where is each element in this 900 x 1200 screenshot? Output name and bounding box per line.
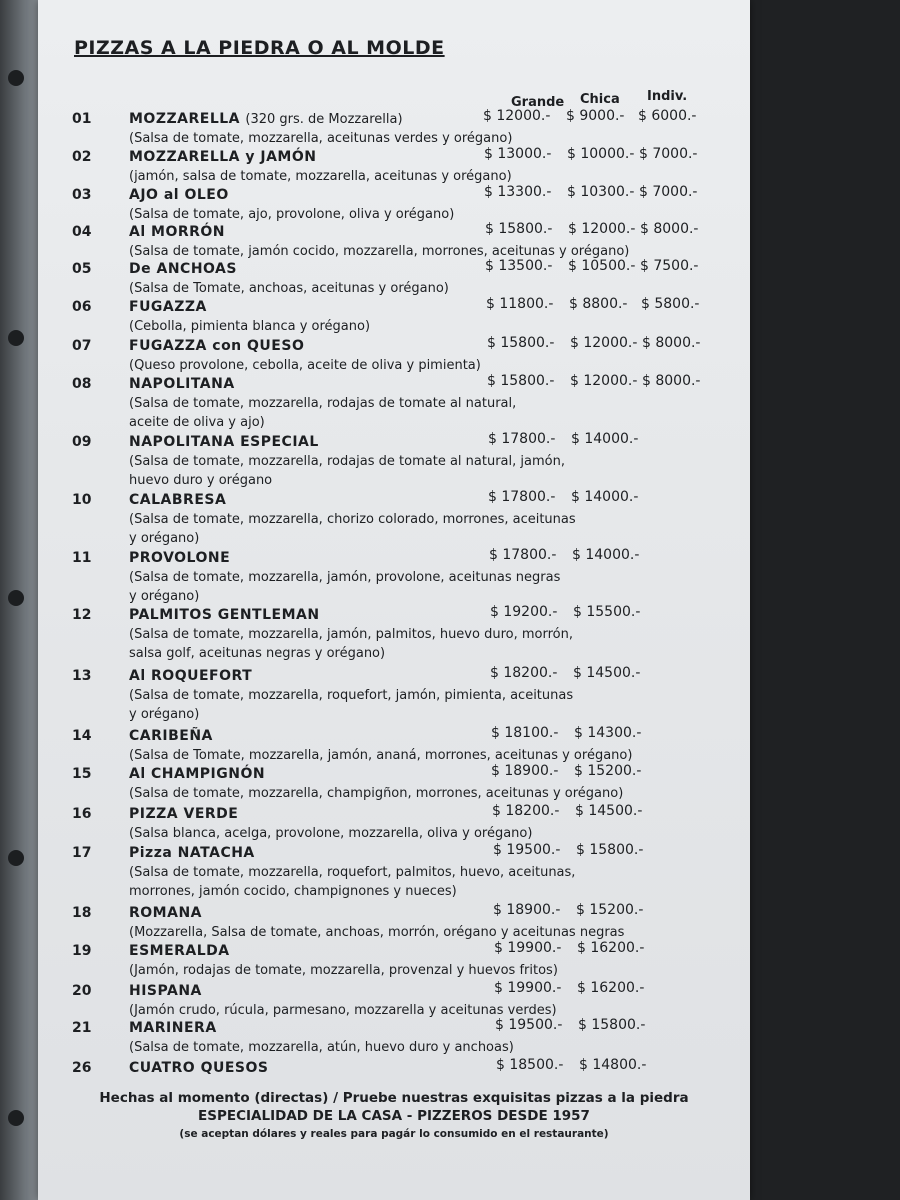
price-chica: $ 12000.-	[570, 335, 638, 351]
item-number: 02	[72, 149, 92, 165]
item-name-line	[129, 766, 265, 782]
item-name-line	[129, 1020, 217, 1036]
item-name-line	[129, 905, 202, 921]
menu-title: PIZZAS A LA PIEDRA O AL MOLDE	[74, 37, 445, 59]
item-description: morrones, jamón cocido, champignones y nueces)	[129, 884, 457, 899]
item-name: MARINERA	[129, 1020, 217, 1036]
price-chica: $ 10300.-	[567, 184, 635, 200]
price-chica: $ 12000.-	[570, 373, 638, 389]
price-indiv: $ 7000.-	[639, 184, 698, 200]
price-grande: $ 17800.-	[489, 547, 557, 563]
item-name: Al ROQUEFORT	[129, 668, 253, 684]
item-description: y orégano)	[129, 531, 200, 546]
item-name: Pizza NATACHA	[129, 845, 255, 861]
binder-ring	[8, 1110, 24, 1126]
item-number: 09	[72, 434, 92, 450]
binder-ring	[8, 330, 24, 346]
price-indiv: $ 8000.-	[642, 335, 701, 351]
header-grande: Grande	[511, 95, 565, 110]
item-name: CALABRESA	[129, 492, 227, 508]
item-name-line	[129, 376, 235, 392]
item-name: PIZZA VERDE	[129, 806, 239, 822]
item-description: (Cebolla, pimienta blanca y orégano)	[129, 319, 371, 334]
item-description: (Salsa de Tomate, anchoas, aceitunas y orégano)	[129, 281, 449, 296]
price-chica: $ 10500.-	[568, 258, 636, 274]
item-description: (Queso provolone, cebolla, aceite de oliva y pimienta)	[129, 358, 481, 373]
footer-line-3: (se aceptan dólares y reales para pagár lo consumido en el restaurante)	[179, 1128, 609, 1140]
price-grande: $ 18100.-	[491, 725, 559, 741]
item-number: 01	[72, 111, 92, 127]
item-description: (Salsa de tomate, mozzarella, rodajas de tomate al natural, jamón,	[129, 454, 565, 469]
price-indiv: $ 8000.-	[640, 221, 699, 237]
item-number: 26	[72, 1060, 92, 1076]
binder-ring	[8, 850, 24, 866]
item-name-line	[129, 728, 213, 744]
item-name: Al MORRÓN	[129, 224, 226, 240]
price-grande: $ 19900.-	[494, 940, 562, 956]
item-description: (Salsa de tomate, mozzarella, roquefort, jamón, pimienta, aceitunas	[129, 688, 574, 703]
item-number: 13	[72, 668, 92, 684]
price-indiv: $ 7500.-	[640, 258, 699, 274]
item-number: 15	[72, 766, 92, 782]
price-grande: $ 15800.-	[487, 373, 555, 389]
item-number: 19	[72, 943, 92, 959]
price-grande: $ 18200.-	[492, 803, 560, 819]
item-name: CUATRO QUESOS	[129, 1060, 269, 1076]
item-name: NAPOLITANA	[129, 376, 235, 392]
item-description: aceite de oliva y ajo)	[129, 415, 265, 430]
item-description: (Salsa de tomate, jamón cocido, mozzarella, morrones, aceitunas y orégano)	[129, 244, 630, 259]
item-description: (Salsa de Tomate, mozzarella, jamón, ananá, morrones, aceitunas y orégano)	[129, 748, 633, 763]
item-description: (Salsa de tomate, mozzarella, roquefort, palmitos, huevo, aceitunas,	[129, 865, 576, 880]
item-number: 11	[72, 550, 92, 566]
item-description: y orégano)	[129, 589, 200, 604]
item-name-line	[129, 1060, 268, 1076]
item-name: FUGAZZA	[129, 299, 207, 315]
price-grande: $ 17800.-	[488, 431, 556, 447]
item-number: 21	[72, 1020, 92, 1036]
price-chica: $ 14800.-	[579, 1057, 647, 1073]
item-description: (Salsa de tomate, mozzarella, aceitunas verdes y orégano)	[129, 131, 513, 146]
item-name: NAPOLITANA ESPECIAL	[129, 434, 319, 450]
price-chica: $ 12000.-	[568, 221, 636, 237]
item-description: (Mozzarella, Salsa de tomate, anchoas, morrón, orégano y aceitunas negras	[129, 925, 625, 940]
item-name: MOZZARELLA	[129, 111, 240, 127]
item-description: (Salsa de tomate, mozzarella, champigñon, morrones, aceitunas y orégano)	[129, 786, 624, 801]
price-indiv: $ 8000.-	[642, 373, 701, 389]
item-name-line	[129, 668, 252, 684]
price-chica: $ 8800.-	[569, 296, 628, 312]
item-name: PALMITOS GENTLEMAN	[129, 607, 320, 623]
price-grande: $ 19900.-	[494, 980, 562, 996]
item-number: 08	[72, 376, 92, 392]
item-name: De ANCHOAS	[129, 261, 237, 277]
item-description: y orégano)	[129, 707, 200, 722]
price-grande: $ 13500.-	[485, 258, 553, 274]
item-description: (Salsa de tomate, mozzarella, chorizo colorado, morrones, aceitunas	[129, 512, 576, 527]
price-indiv: $ 6000.-	[638, 108, 697, 124]
price-indiv: $ 5800.-	[641, 296, 700, 312]
price-grande: $ 15800.-	[485, 221, 553, 237]
item-name-line	[129, 338, 304, 354]
item-description: (Salsa de tomate, mozzarella, jamón, provolone, aceitunas negras	[129, 570, 561, 585]
item-name-line	[129, 224, 225, 240]
item-description: (jamón, salsa de tomate, mozzarella, aceitunas y orégano)	[129, 169, 512, 184]
price-grande: $ 18500.-	[496, 1057, 564, 1073]
price-grande: $ 13000.-	[484, 146, 552, 162]
item-name: HISPANA	[129, 983, 202, 999]
price-chica: $ 14000.-	[571, 489, 639, 505]
footer-line-1: Hechas al momento (directas) / Pruebe nuestras exquisitas pizzas a la piedra	[99, 1090, 689, 1106]
header-chica: Chica	[580, 92, 620, 107]
item-name-line	[129, 434, 319, 450]
item-description: (Jamón, rodajas de tomate, mozzarella, provenzal y huevos fritos)	[129, 963, 558, 978]
binder-ring	[8, 590, 24, 606]
item-number: 10	[72, 492, 92, 508]
item-number: 18	[72, 905, 92, 921]
price-chica: $ 15800.-	[576, 842, 644, 858]
price-grande: $ 18900.-	[493, 902, 561, 918]
item-name-line	[129, 492, 226, 508]
price-indiv: $ 7000.-	[639, 146, 698, 162]
price-grande: $ 19200.-	[490, 604, 558, 620]
item-name-line	[129, 149, 316, 165]
menu-page	[38, 0, 750, 1200]
price-chica: $ 14000.-	[572, 547, 640, 563]
price-grande: $ 15800.-	[487, 335, 555, 351]
item-number: 06	[72, 299, 92, 315]
item-description: (Salsa blanca, acelga, provolone, mozzarella, oliva y orégano)	[129, 826, 533, 841]
item-number: 17	[72, 845, 92, 861]
item-description: (Jamón crudo, rúcula, parmesano, mozzarella y aceitunas verdes)	[129, 1003, 557, 1018]
item-name-line	[129, 550, 230, 566]
item-description: salsa golf, aceitunas negras y orégano)	[129, 646, 386, 661]
item-name: PROVOLONE	[129, 550, 231, 566]
item-name: ESMERALDA	[129, 943, 230, 959]
item-description: (Salsa de tomate, mozzarella, atún, huevo duro y anchoas)	[129, 1040, 514, 1055]
item-name-line	[129, 299, 207, 315]
item-number: 12	[72, 607, 92, 623]
item-number: 20	[72, 983, 92, 999]
item-name: MOZZARELLA y JAMÓN	[129, 149, 317, 165]
item-number: 05	[72, 261, 92, 277]
item-name-line	[129, 607, 320, 623]
item-name-line	[129, 943, 230, 959]
price-chica: $ 15800.-	[578, 1017, 646, 1033]
item-name: Al CHAMPIGNÓN	[129, 766, 266, 782]
item-number: 07	[72, 338, 92, 354]
price-grande: $ 19500.-	[495, 1017, 563, 1033]
item-name-line	[129, 187, 229, 203]
item-description: (Salsa de tomate, ajo, provolone, oliva y orégano)	[129, 207, 455, 222]
price-grande: $ 11800.-	[486, 296, 554, 312]
price-grande: $ 13300.-	[484, 184, 552, 200]
binder-ring	[8, 70, 24, 86]
price-chica: $ 15200.-	[576, 902, 644, 918]
item-description: huevo duro y orégano	[129, 473, 273, 488]
item-number: 04	[72, 224, 92, 240]
binder-spine	[0, 0, 40, 1200]
item-name: CARIBEÑA	[129, 728, 213, 744]
price-chica: $ 14300.-	[574, 725, 642, 741]
item-description: (Salsa de tomate, mozzarella, rodajas de tomate al natural,	[129, 396, 517, 411]
price-grande: $ 18900.-	[491, 763, 559, 779]
footer-line-2: ESPECIALIDAD DE LA CASA - PIZZEROS DESDE 1957	[198, 1108, 590, 1124]
item-name-line	[129, 983, 202, 999]
price-chica: $ 9000.-	[566, 108, 625, 124]
price-chica: $ 16200.-	[577, 980, 645, 996]
item-note: (320 grs. de Mozzarella)	[245, 112, 403, 127]
price-chica: $ 14000.-	[571, 431, 639, 447]
price-grande: $ 18200.-	[490, 665, 558, 681]
price-chica: $ 16200.-	[577, 940, 645, 956]
item-name: ROMANA	[129, 905, 202, 921]
item-name-line	[129, 845, 255, 861]
price-chica: $ 14500.-	[573, 665, 641, 681]
item-description: (Salsa de tomate, mozzarella, jamón, palmitos, huevo duro, morrón,	[129, 627, 573, 642]
item-number: 14	[72, 728, 92, 744]
price-grande: $ 17800.-	[488, 489, 556, 505]
item-number: 03	[72, 187, 92, 203]
item-number: 16	[72, 806, 92, 822]
price-chica: $ 15200.-	[574, 763, 642, 779]
price-grande: $ 19500.-	[493, 842, 561, 858]
price-chica: $ 10000.-	[567, 146, 635, 162]
item-name: AJO al OLEO	[129, 187, 229, 203]
item-name-line	[129, 111, 403, 127]
item-name-line	[129, 261, 237, 277]
item-name-line	[129, 806, 238, 822]
price-chica: $ 15500.-	[573, 604, 641, 620]
item-name: FUGAZZA con QUESO	[129, 338, 305, 354]
price-chica: $ 14500.-	[575, 803, 643, 819]
header-indiv: Indiv.	[647, 89, 688, 104]
price-grande: $ 12000.-	[483, 108, 551, 124]
